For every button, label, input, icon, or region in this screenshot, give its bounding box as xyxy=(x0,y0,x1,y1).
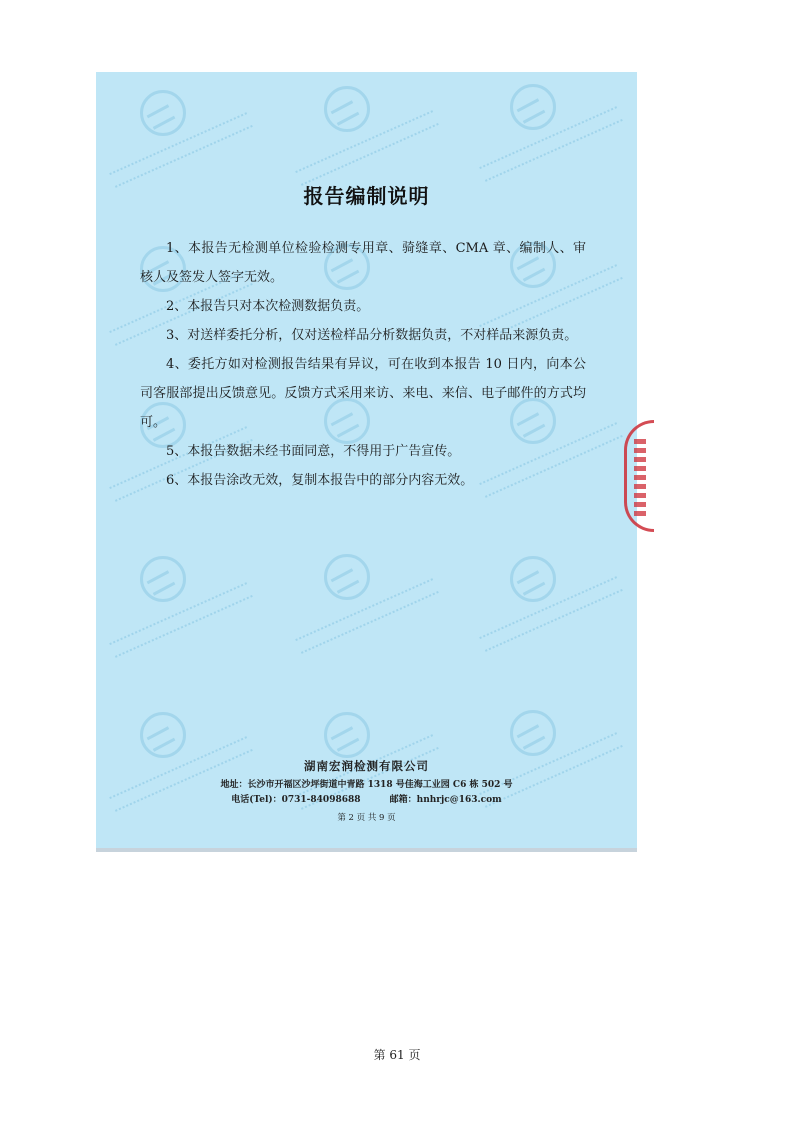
report-sheet xyxy=(96,72,637,848)
red-seal-stamp-icon xyxy=(624,420,654,532)
company-address: 地址：长沙市开福区沙坪街道中青路 1318 号佳海工业园 C6 栋 502 号 xyxy=(220,780,513,790)
company-footer xyxy=(96,758,637,823)
watermark-text-band xyxy=(479,106,623,182)
watermark-text-band xyxy=(295,110,439,186)
watermark-logo-icon xyxy=(324,712,370,758)
watermark-logo-icon xyxy=(510,556,556,602)
watermark-text-band xyxy=(479,576,623,652)
note-item: 3、对送样委托分析，仅对送检样品分析数据负责，不对样品来源负责。 xyxy=(166,328,578,343)
watermark-text-band xyxy=(109,582,253,658)
note-item: 2、本报告只对本次检测数据负责。 xyxy=(166,299,370,314)
report-notes xyxy=(140,234,586,495)
watermark-logo-icon xyxy=(324,554,370,600)
watermark-logo-icon xyxy=(140,712,186,758)
watermark-logo-icon xyxy=(510,710,556,756)
note-item: 6、本报告涂改无效，复制本报告中的部分内容无效。 xyxy=(166,473,474,488)
company-contact xyxy=(96,793,637,808)
watermark-logo-icon xyxy=(140,90,186,136)
watermark-text-band xyxy=(109,112,253,188)
note-item: 4、委托方如对检测报告结果有异议，可在收到本报告 10 日内，向本公司客服部提出反馈意见。反馈方式采用来访、来电、来信、电子邮件的方式均可。 xyxy=(140,357,586,430)
document-page-number: 第 61 页 xyxy=(373,1048,421,1062)
report-title: 报告编制说明 xyxy=(303,184,430,208)
company-name: 湖南宏润检测有限公司 xyxy=(304,759,429,773)
company-email: 邮箱：hnhrjc@163.com xyxy=(389,795,502,805)
sheet-page-number: 第 2 页 共 9 页 xyxy=(337,813,396,823)
watermark-logo-icon xyxy=(510,84,556,130)
watermark-logo-icon xyxy=(140,556,186,602)
watermark-text-band xyxy=(295,578,439,654)
note-item: 1、本报告无检测单位检验检测专用章、骑缝章、CMA 章、编制人、审核人及签发人签字无效。 xyxy=(140,241,586,285)
sheet-bottom-edge xyxy=(96,848,637,852)
watermark-logo-icon xyxy=(324,86,370,132)
note-item: 5、本报告数据未经书面同意，不得用于广告宣传。 xyxy=(166,444,461,459)
company-phone: 电话(Tel)：0731-84098688 xyxy=(231,795,361,805)
